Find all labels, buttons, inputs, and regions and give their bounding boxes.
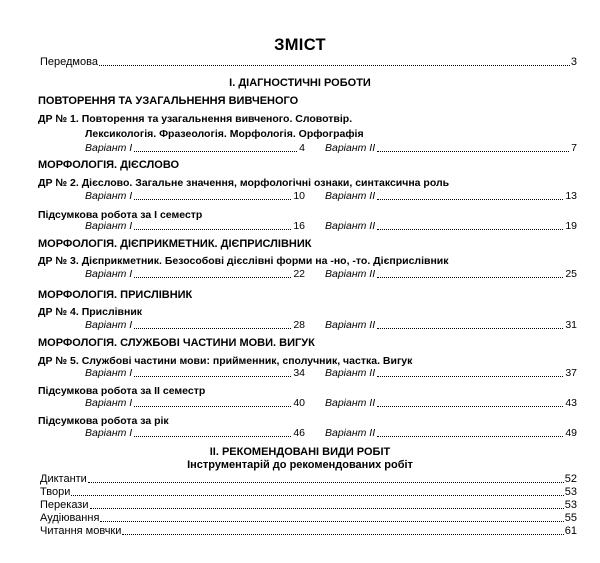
work-title-dr4[interactable]: ДР № 4. Прислівник [38,306,143,318]
work-title-dr3[interactable]: ДР № 3. Дієприкметник. Безособові дієслівні форми на -но, -то. Дієприслівник [38,255,449,267]
variant-1-sem1[interactable]: Варіант І 16 [85,220,305,232]
subsection-heading: МОРФОЛОГІЯ. СЛУЖБОВІ ЧАСТИНИ МОВИ. ВИГУК [38,337,315,349]
variant-2-dr3[interactable]: Варіант ІІ 25 [325,268,577,280]
entry-label: Передмова [40,56,98,68]
variant-2-sem1[interactable]: Варіант ІІ 19 [325,220,577,232]
variant-2-dr2[interactable]: Варіант ІІ 13 [325,190,577,202]
variant-1-year[interactable]: Варіант І 46 [85,427,305,439]
variant-1-dr5[interactable]: Варіант І 34 [85,367,305,379]
variant-1-dr4[interactable]: Варіант І 28 [85,319,305,331]
toc-entry-preface[interactable] [40,56,577,68]
toc-entry-retellings[interactable]: Перекази 53 [40,499,577,511]
work-title-year[interactable]: Підсумкова робота за рік [38,415,169,427]
subsection-heading: МОРФОЛОГІЯ. ДІЄСЛОВО [38,159,180,171]
page-number: 3 [570,56,577,68]
variant-2-dr4[interactable]: Варіант ІІ 31 [325,319,577,331]
section-heading-2: ІІ. РЕКОМЕНДОВАНІ ВИДИ РОБІТ [209,446,391,458]
section-heading-1: І. ДІАГНОСТИЧНІ РОБОТИ [229,77,371,89]
work-title-sem2[interactable]: Підсумкова робота за ІІ семестр [38,385,206,397]
work-title-sem1[interactable]: Підсумкова робота за І семестр [38,209,203,221]
variant-1-dr1[interactable]: Варіант І 4 [85,142,305,154]
variant-1-dr3[interactable]: Варіант І 22 [85,268,305,280]
toc-entry-essays[interactable]: Твори 53 [40,486,577,498]
work-title-dr1-cont[interactable]: Лексикологія. Фразеологія. Морфологія. Орфографія [85,128,364,140]
work-title-dr2[interactable]: ДР № 2. Дієслово. Загальне значення, морфологічні ознаки, синтаксична роль [38,177,450,189]
toc-entry-dictations[interactable]: Диктанти 52 [40,473,577,485]
variant-1-dr2[interactable]: Варіант І 10 [85,190,305,202]
variant-1-sem2[interactable]: Варіант І 40 [85,397,305,409]
work-title-dr1[interactable]: ДР № 1. Повторення та узагальнення вивченого. Словотвір. [38,113,353,125]
variant-2-year[interactable]: Варіант ІІ 49 [325,427,577,439]
leader-dots [99,65,570,66]
variant-2-dr5[interactable]: Варіант ІІ 37 [325,367,577,379]
subsection-heading: ПОВТОРЕННЯ ТА УЗАГАЛЬНЕННЯ ВИВЧЕНОГО [38,95,299,107]
page-title: ЗМІСТ [274,36,326,54]
work-title-dr5[interactable]: ДР № 5. Службові частини мови: прийменник, сполучник, частка. Вигук [38,355,413,367]
section-subheading: Інструментарій до рекомендованих робіт [187,459,413,471]
variant-2-sem2[interactable]: Варіант ІІ 43 [325,397,577,409]
subsection-heading: МОРФОЛОГІЯ. ДІЄПРИКМЕТНИК. ДІЄПРИСЛІВНИК [38,238,312,250]
variant-2-dr1[interactable]: Варіант ІІ 7 [325,142,577,154]
subsection-heading: МОРФОЛОГІЯ. ПРИСЛІВНИК [38,289,193,301]
toc-entry-silent-reading[interactable]: Читання мовчки 61 [40,525,577,537]
toc-entry-listening[interactable]: Аудіювання 55 [40,512,577,524]
